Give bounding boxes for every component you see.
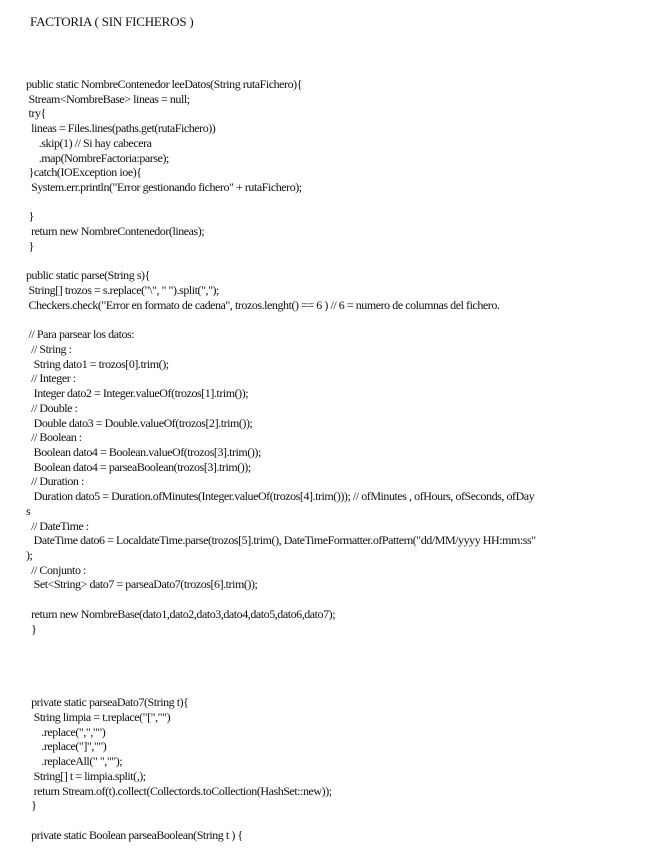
- code-line: [26, 651, 651, 666]
- code-line: }catch(IOException ioe){: [26, 165, 142, 180]
- code-line: String[] trozos = s.replace("\", " ").split(",");: [26, 283, 219, 298]
- code-line: DateTime dato6 = LocaldateTime.parse(trozos[5].trim(), DateTimeFormatter.ofPattern("dd/MM/yyyy HH:mm:ss": [26, 533, 536, 548]
- code-line: // Duration :: [26, 474, 84, 489]
- code-line: .replace("]",""): [26, 739, 107, 754]
- code-line: .skip(1) // Si hay cabecera: [26, 135, 152, 150]
- code-line: // String :: [26, 341, 72, 356]
- code-line: // Double :: [26, 400, 78, 415]
- code-block: [26, 77, 651, 842]
- code-line: .map(NombreFactoria:parse);: [26, 150, 169, 165]
- code-line: String[] t = limpia.split(,);: [26, 768, 146, 783]
- code-line: String limpia = t.replace("[",""): [26, 709, 171, 724]
- code-line: lineas = Files.lines(paths.get(rutaFichero)): [26, 121, 216, 136]
- code-line: Boolean dato4 = Boolean.valueOf(trozos[3].trim());: [26, 444, 261, 459]
- code-line: }: [26, 621, 37, 636]
- code-line: .replaceAll(" ","");: [26, 754, 123, 769]
- code-line: public static parse(String s){: [26, 268, 150, 283]
- code-line: [26, 680, 651, 695]
- code-line: [26, 636, 651, 651]
- code-line: try{: [26, 106, 46, 121]
- code-line: System.err.println("Error gestionando fichero" + rutaFichero);: [26, 180, 302, 195]
- code-line: Double dato3 = Double.valueOf(trozos[2].trim());: [26, 415, 253, 430]
- code-line: .replace(",",""): [26, 724, 106, 739]
- code-line: );: [26, 548, 33, 562]
- code-line: Checkers.check("Error en formato de cadena", trozos.lenght() == 6 ) // 6 = numero de columnas del fichero.: [26, 297, 500, 312]
- code-line: return Stream.of(t).collect(Collectords.toCollection(HashSet::new));: [26, 783, 332, 798]
- code-line: String dato1 = trozos[0].trim();: [26, 356, 169, 371]
- code-line: // Conjunto :: [26, 562, 86, 577]
- code-line: // Para parsear los datos:: [26, 327, 135, 342]
- code-line: return new NombreContenedor(lineas);: [26, 224, 205, 239]
- code-line: [26, 666, 651, 681]
- code-line: Integer dato2 = Integer.valueOf(trozos[1].trim());: [26, 386, 249, 401]
- document-title: FACTORIA ( SIN FICHEROS ): [30, 14, 194, 29]
- code-line: public static NombreContenedor leeDatos(String rutaFichero){: [26, 77, 303, 91]
- code-line: Duration dato5 = Duration.ofMinutes(Integer.valueOf(trozos[4].trim())); // ofMinutes , ofHours, ofSeconds, ofDay: [26, 489, 535, 504]
- code-line: return new NombreBase(dato1,dato2,dato3,dato4,dato5,dato6,dato7);: [26, 606, 336, 621]
- code-line: private static Boolean parseaBoolean(String t ) {: [26, 827, 243, 842]
- code-line: s: [26, 503, 31, 518]
- code-line: Boolean dato4 = parseaBoolean(trozos[3].trim());: [26, 459, 251, 474]
- code-line: [26, 254, 651, 269]
- code-line: // DateTime :: [26, 518, 89, 533]
- code-line: }: [26, 238, 34, 253]
- code-line: Set<String> dato7 = parseaDato7(trozos[6].trim());: [26, 577, 258, 592]
- code-line: }: [26, 209, 34, 224]
- code-line: [26, 195, 651, 210]
- code-line: // Boolean :: [26, 430, 82, 445]
- code-line: [26, 592, 651, 607]
- code-line: [26, 813, 651, 828]
- code-line: }: [26, 798, 37, 813]
- code-line: Stream<NombreBase> lineas = null;: [26, 91, 190, 106]
- code-line: private static parseaDato7(String t){: [26, 695, 189, 710]
- code-line: // Integer :: [26, 371, 76, 386]
- code-line: [26, 313, 651, 328]
